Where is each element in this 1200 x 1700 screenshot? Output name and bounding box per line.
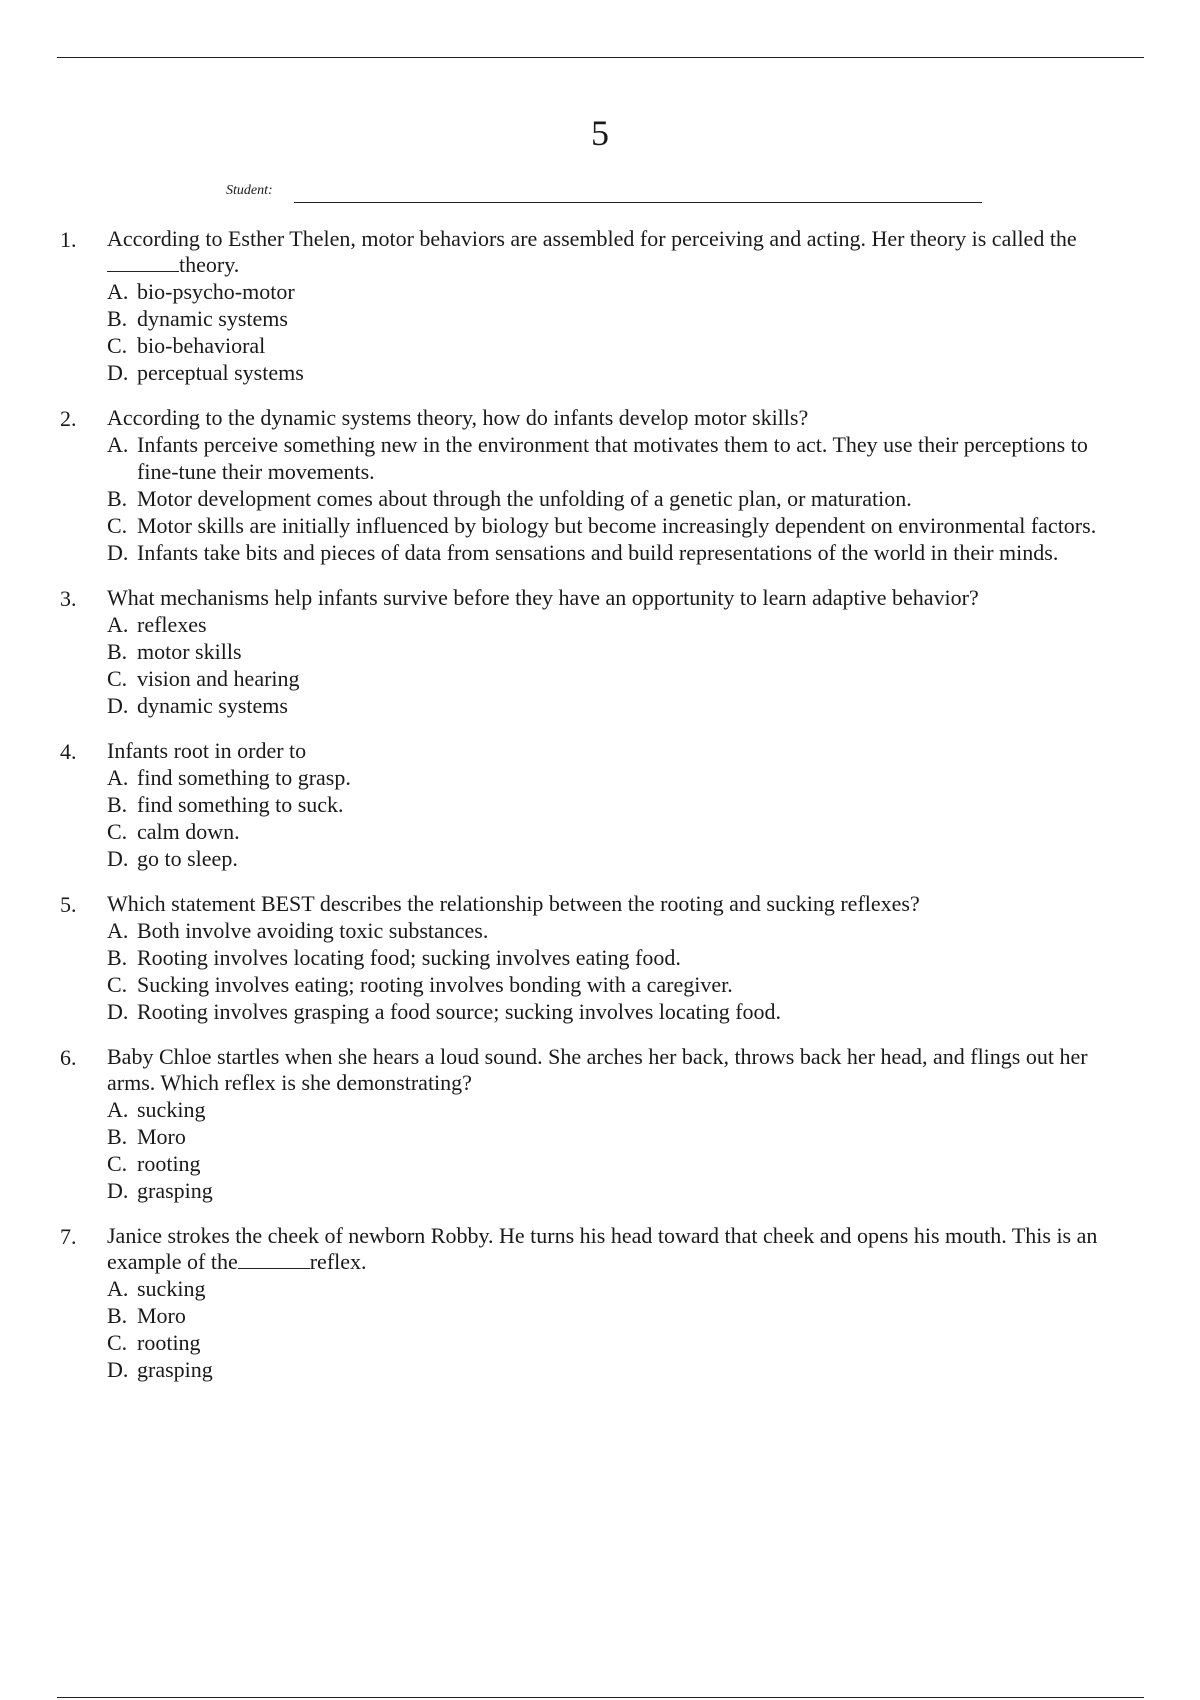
option-text: Rooting involves grasping a food source; sucking involves locating food. (137, 999, 782, 1024)
option-letter: C. (107, 1330, 128, 1355)
question-number: 3. (60, 586, 77, 611)
option-letter: B. (107, 1124, 128, 1149)
option-letter: D. (107, 693, 129, 718)
question-number: 1. (60, 227, 77, 252)
option-letter: A. (107, 432, 129, 457)
option-letter: D. (107, 999, 129, 1024)
option-letter: A. (107, 1097, 129, 1122)
option-letter: C. (107, 333, 128, 358)
option-text: motor skills (137, 639, 242, 664)
question-stem: What mechanisms help infants survive before they have an opportunity to learn adaptive behavior? (107, 585, 979, 610)
option-text: find something to grasp. (137, 765, 351, 790)
answer-option[interactable] (107, 305, 1120, 332)
option-text: Rooting involves locating food; sucking involves eating food. (137, 945, 681, 970)
option-text: Moro (137, 1303, 186, 1328)
question-stem (107, 226, 1120, 278)
option-letter: D. (107, 540, 129, 565)
question-7 (60, 1223, 1120, 1383)
option-text: bio-psycho-motor (137, 279, 295, 304)
answer-option[interactable] (107, 431, 1120, 485)
page-number: 5 (591, 113, 609, 153)
answer-option[interactable] (107, 539, 1120, 566)
option-text: perceptual systems (137, 360, 304, 385)
option-text: sucking (137, 1097, 206, 1122)
option-letter: C. (107, 819, 128, 844)
option-letter: B. (107, 945, 128, 970)
answer-option[interactable] (107, 845, 1120, 872)
option-letter: A. (107, 279, 129, 304)
option-text: bio-behavioral (137, 333, 266, 358)
question-4 (60, 738, 1120, 872)
question-stem (107, 1223, 1120, 1275)
question-number: 5. (60, 892, 77, 917)
option-text: dynamic systems (137, 693, 288, 718)
question-stem: Which statement BEST describes the relationship between the rooting and sucking reflexes? (107, 891, 920, 916)
question-number: 4. (60, 739, 77, 764)
question-list (60, 226, 1120, 1402)
question-number: 6. (60, 1045, 77, 1070)
option-text: grasping (137, 1357, 213, 1382)
answer-option[interactable] (107, 1150, 1120, 1177)
answer-option[interactable] (107, 278, 1120, 305)
answer-option[interactable] (107, 359, 1120, 386)
option-text: sucking (137, 1276, 206, 1301)
option-text: Infants perceive something new in the environment that motivates them to act. They use their perceptions to fine-tune their movements. (137, 432, 1088, 484)
option-letter: A. (107, 1276, 129, 1301)
option-text: dynamic systems (137, 306, 288, 331)
answer-blank (238, 1250, 310, 1269)
option-text: calm down. (137, 819, 240, 844)
option-letter: C. (107, 513, 128, 538)
option-text: go to sleep. (137, 846, 238, 871)
option-text: Infants take bits and pieces of data from sensations and build representations of the world in their minds. (137, 540, 1059, 565)
option-letter: D. (107, 1178, 129, 1203)
option-text: rooting (137, 1330, 201, 1355)
option-letter: B. (107, 639, 128, 664)
answer-option[interactable] (107, 1356, 1120, 1383)
stem-text: According to Esther Thelen, motor behaviors are assembled for perceiving and acting. Her theory is called the (107, 226, 1077, 251)
option-letter: D. (107, 360, 129, 385)
answer-option[interactable] (107, 332, 1120, 359)
option-text: Moro (137, 1124, 186, 1149)
answer-option[interactable] (107, 764, 1120, 791)
answer-option[interactable] (107, 1096, 1120, 1123)
option-letter: D. (107, 1357, 129, 1382)
option-text: rooting (137, 1151, 201, 1176)
option-text: Motor development comes about through the unfolding of a genetic plan, or maturation. (137, 486, 912, 511)
answer-option[interactable] (107, 1177, 1120, 1204)
answer-option[interactable] (107, 665, 1120, 692)
option-letter: B. (107, 1303, 128, 1328)
stem-text: Janice strokes the cheek of newborn Robby. He turns his head toward that cheek and opens his mouth. This is an example of the (107, 1223, 1098, 1274)
option-text: Both involve avoiding toxic substances. (137, 918, 489, 943)
answer-option[interactable] (107, 917, 1120, 944)
answer-option[interactable] (107, 971, 1120, 998)
answer-option[interactable] (107, 1329, 1120, 1356)
option-letter: C. (107, 972, 128, 997)
option-letter: A. (107, 765, 129, 790)
question-number: 2. (60, 406, 77, 431)
answer-option[interactable] (107, 818, 1120, 845)
answer-option[interactable] (107, 638, 1120, 665)
question-stem: Infants root in order to (107, 738, 307, 763)
answer-option[interactable] (107, 944, 1120, 971)
answer-option[interactable] (107, 611, 1120, 638)
answer-option[interactable] (107, 998, 1120, 1025)
question-number: 7. (60, 1224, 77, 1249)
option-letter: B. (107, 792, 128, 817)
option-letter: B. (107, 486, 128, 511)
question-5 (60, 891, 1120, 1025)
question-stem: Baby Chloe startles when she hears a loud sound. She arches her back, throws back her head, and flings out her arms. Which reflex is she demonstrating? (107, 1044, 1088, 1095)
option-letter: A. (107, 612, 129, 637)
option-letter: D. (107, 846, 129, 871)
stem-text-after: theory. (179, 252, 240, 277)
bottom-rule (57, 1697, 1144, 1698)
answer-option[interactable] (107, 692, 1120, 719)
student-label: Student: (226, 183, 273, 198)
option-letter: C. (107, 1151, 128, 1176)
answer-option[interactable] (107, 1275, 1120, 1302)
question-3 (60, 585, 1120, 719)
option-text: vision and hearing (137, 666, 300, 691)
option-letter: A. (107, 918, 129, 943)
question-6 (60, 1044, 1120, 1204)
option-text: grasping (137, 1178, 213, 1203)
student-name-line[interactable] (294, 202, 982, 203)
question-stem: According to the dynamic systems theory, how do infants develop motor skills? (107, 405, 809, 430)
option-letter: C. (107, 666, 128, 691)
answer-option[interactable] (107, 791, 1120, 818)
option-text: find something to suck. (137, 792, 344, 817)
answer-blank (107, 253, 179, 272)
question-2 (60, 405, 1120, 566)
stem-text-after: reflex. (309, 1249, 367, 1274)
option-text: Motor skills are initially influenced by biology but become increasingly dependent on environmental factors. (137, 513, 1097, 538)
answer-option[interactable] (107, 1123, 1120, 1150)
option-text: Sucking involves eating; rooting involves bonding with a caregiver. (137, 972, 733, 997)
question-1 (60, 226, 1120, 386)
answer-option[interactable] (107, 485, 1120, 512)
option-text: reflexes (137, 612, 207, 637)
top-rule (57, 57, 1144, 58)
answer-option[interactable] (107, 1302, 1120, 1329)
option-letter: B. (107, 306, 128, 331)
answer-option[interactable] (107, 512, 1120, 539)
